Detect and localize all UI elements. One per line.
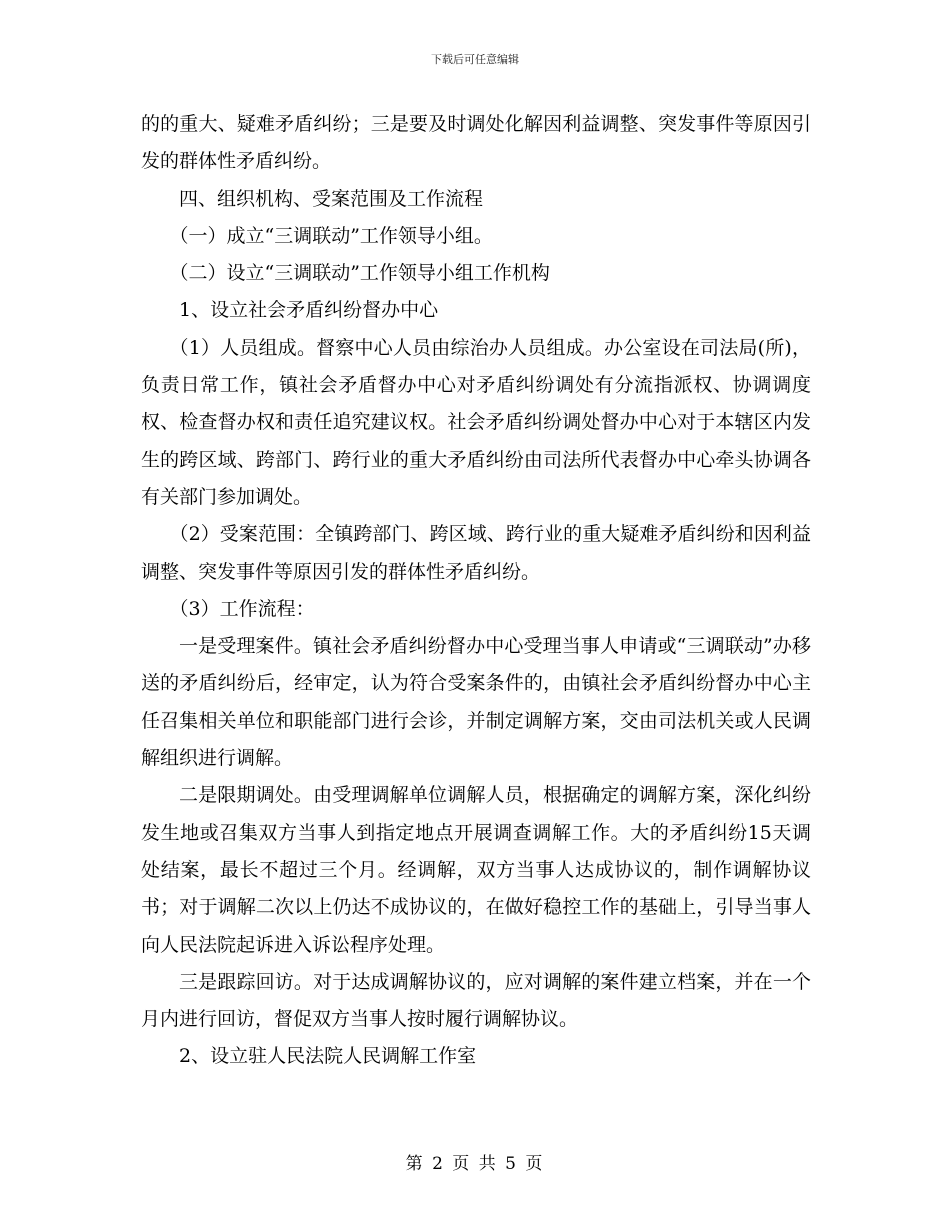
paragraph-accept-case: 一是受理案件。镇社会矛盾纠纷督办中心受理当事人申请或“三调联动”办移送的矛盾纠纷后，经审定，认为符合受案条件的，由镇社会矛盾纠纷督办中心主任召集相关单位和职能部门进行会诊，并制定调解方案，交由司法机关或人民调解组织进行调解。 [141, 635, 811, 770]
paragraph-workflow-heading: （3）工作流程： [169, 597, 315, 620]
page-number: 第 2 页 共 5 页 [405, 1154, 545, 1174]
paragraph-case-scope: （2）受案范围：全镇跨部门、跨区域、跨行业的重大疑难矛盾纠纷和因利益调整、突发事件等原因引发的群体性矛盾纠纷。 [141, 523, 811, 583]
document-body [141, 106, 811, 1076]
page-header: 下载后可任意编辑 [431, 53, 519, 66]
item-heading-2: 2、设立驻人民法院人民调解工作室 [179, 1045, 477, 1068]
subsection-heading-2: （二）设立“三调联动”工作领导小组工作机构 [169, 262, 550, 285]
subsection-heading-1: （一）成立“三调联动”工作领导小组。 [169, 224, 493, 247]
paragraph-follow-up: 三是跟踪回访。对于达成调解协议的，应对调解的案件建立档案，并在一个月内进行回访，督促双方当事人按时履行调解协议。 [141, 970, 811, 1031]
paragraph-personnel: （1）人员组成。督察中心人员由综治办人员组成。办公室设在司法局(所)，负责日常工作，镇社会矛盾督办中心对矛盾纠纷调处有分流指派权、协调调度权、检查督办权和责任追究建议权。社会矛盾纠纷调处督办中心对于本辖区内发生的跨区域、跨部门、跨行业的重大矛盾纠纷由司法所代表督办中心牵头协调各有关部门参加调处。 [141, 336, 811, 508]
paragraph-continuation: 的的重大、疑难矛盾纠纷；三是要及时调处化解因利益调整、突发事件等原因引发的群体性矛盾纠纷。 [141, 113, 811, 173]
item-heading-1: 1、设立社会矛盾纠纷督办中心 [179, 299, 439, 322]
section-heading-4: 四、组织机构、受案范围及工作流程 [179, 187, 484, 210]
paragraph-deadline-mediation: 二是限期调处。由受理调解单位调解人员，根据确定的调解方案，深化纠纷发生地或召集双方当事人到指定地点开展调查调解工作。大的矛盾纠纷15天调处结案，最长不超过三个月。经调解，双方当事人达成协议的，制作调解协议书；对于调解二次以上仍达不成协议的，在做好稳控工作的基础上，引导当事人向人民法院起诉进入诉讼程序处理。 [141, 784, 811, 956]
